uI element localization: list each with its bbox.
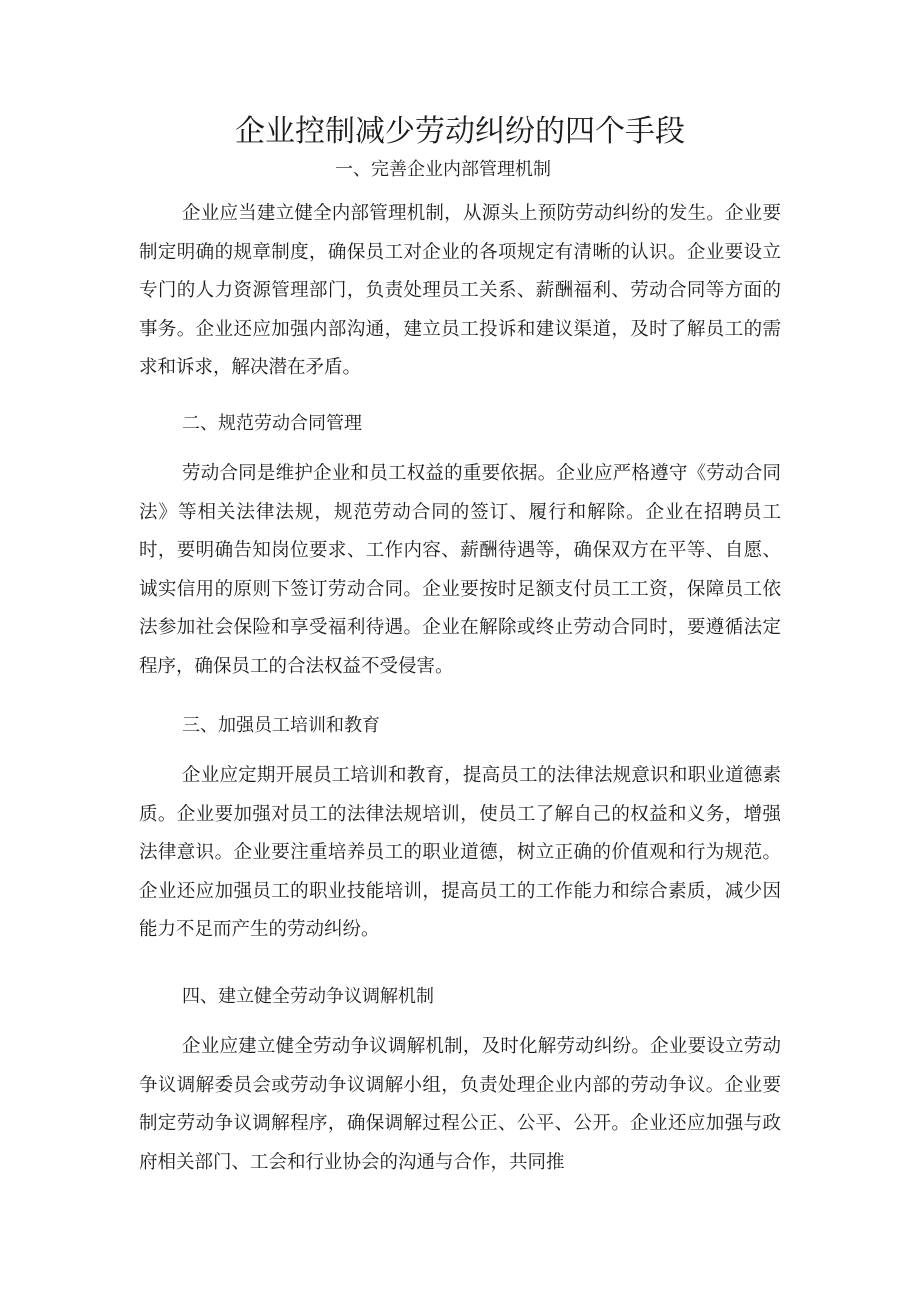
section-4-body: 企业应建立健全劳动争议调解机制，及时化解劳动纠纷。企业要设立劳动争议调解委员会或劳动争议调解小组，负责处理企业内部的劳动争议。企业要制定劳动争议调解程序，确保调解过程公正、公平、公开。企业还应加强与政府相关部门、工会和行业协会的沟通与合作，共同推 [139,1036,781,1173]
section-1-heading: 一、完善企业内部管理机制 [335,159,551,180]
document-title: 企业控制减少劳动纠纷的四个手段 [235,114,685,149]
section-3-body: 企业应定期开展员工培训和教育，提高员工的法律法规意识和职业道德素质。企业要加强对员工的法律法规培训，使员工了解自己的权益和义务，增强法律意识。企业要注重培养员工的职业道德，树立正确的价值观和行为规范。企业还应加强员工的职业技能培训，提高员工的工作能力和综合素质，减少因能力不足而产生的劳动纠纷。 [139,765,781,940]
section-2-body: 劳动合同是维护企业和员工权益的重要依据。企业应严格遵守《劳动合同法》等相关法律法规，规范劳动合同的签订、履行和解除。企业在招聘员工时，要明确告知岗位要求、工作内容、薪酬待遇等，确保双方在平等、自愿、诚实信用的原则下签订劳动合同。企业要按时足额支付员工工资，保障员工依法参加社会保险和享受福利待遇。企业在解除或终止劳动合同时，要遵循法定程序，确保员工的合法权益不受侵害。 [139,463,781,677]
section-1-body: 企业应当建立健全内部管理机制，从源头上预防劳动纠纷的发生。企业要制定明确的规章制度，确保员工对企业的各项规定有清晰的认识。企业要设立专门的人力资源管理部门，负责处理员工关系、薪酬福利、劳动合同等方面的事务。企业还应加强内部沟通，建立员工投诉和建议渠道，及时了解员工的需求和诉求，解决潜在矛盾。 [139,203,781,378]
section-3-heading: 三、加强员工培训和教育 [182,715,380,736]
section-4-heading: 四、建立健全劳动争议调解机制 [182,986,434,1007]
section-2-heading: 二、规范劳动合同管理 [182,413,362,434]
